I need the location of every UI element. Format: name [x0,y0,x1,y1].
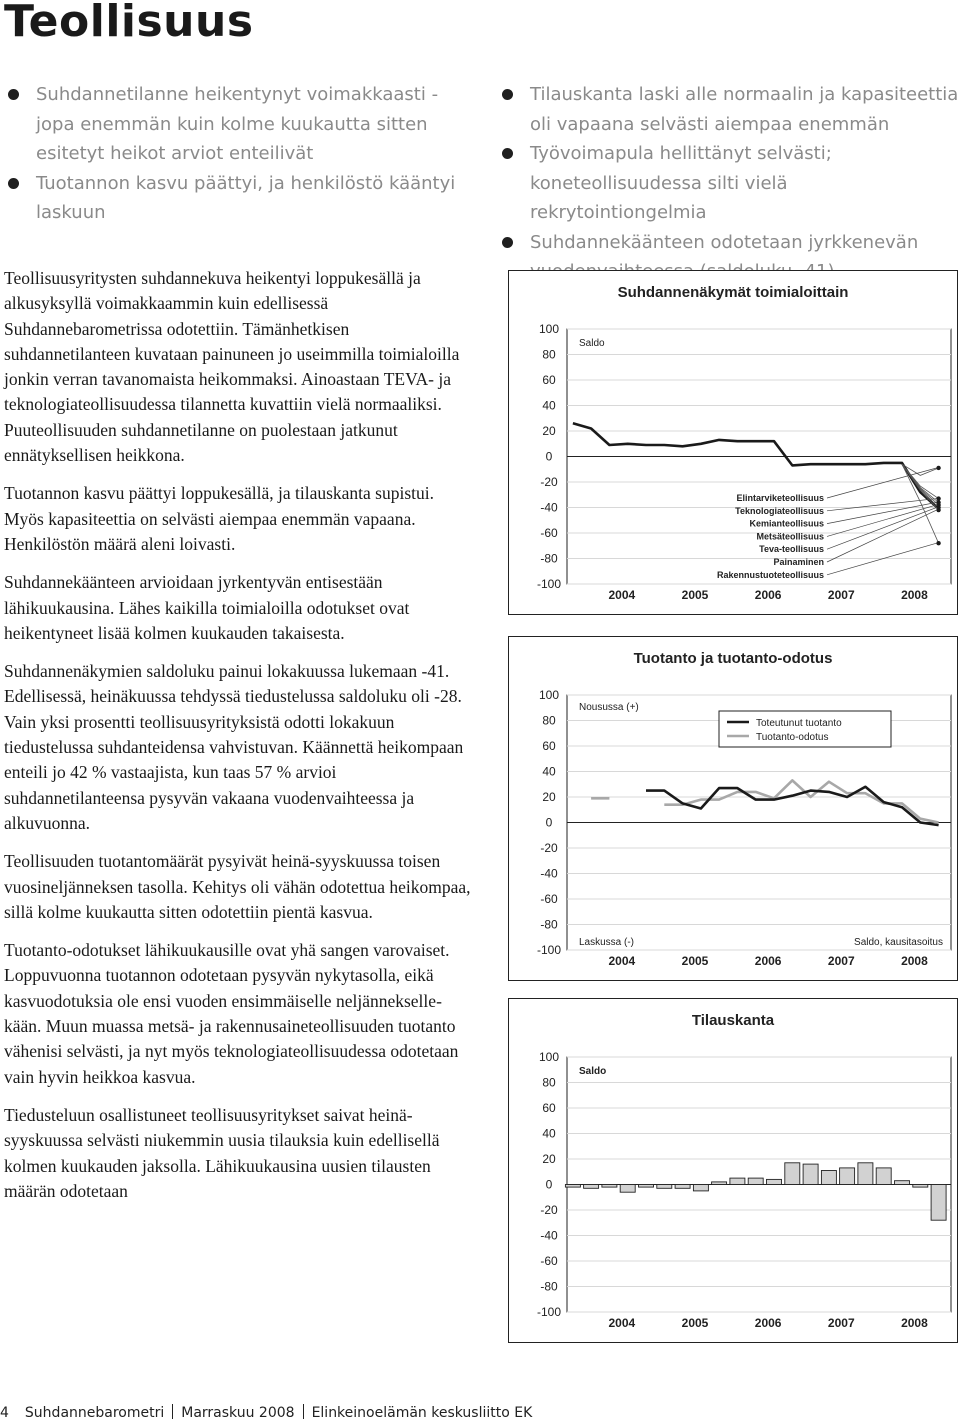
y-tick-label: 80 [542,1075,556,1090]
bar [602,1185,617,1188]
industry-endpoint [936,466,940,470]
chart-title: Tilauskanta [691,1012,775,1029]
summary-bullet: Tilauskanta laski alle normaalin ja kapasiteettia oli vapaana selvästi aiempaa enemmän [500,80,960,139]
bar [913,1185,928,1188]
chart-industry-outlook-svg [509,271,957,614]
bar [821,1171,836,1185]
inner-label: Saldo [579,338,605,349]
bar [730,1178,745,1184]
y-tick-label: 60 [542,1101,556,1115]
summary-bullet: Työvoimapula hellittänyt selvästi; koneteollisuudessa silti vielä rekrytointiongelmia [500,139,960,228]
body-text [4,266,472,1217]
y-tick-label: 60 [542,373,556,387]
y-tick-label: 20 [542,424,556,438]
y-tick-label: 100 [538,1050,560,1064]
paragraph: Suhdannenäkymien saldoluku painui lokakuussa lukemaan -41. Edellisessä, heinäkuussa tehdyssä tiedustelussa saldoluku oli -28. Vain yksi prosentti teollisuusyrityksistä odotti lokakuun tiedustelussa suhdanteidensa vahvistuvan. Käännettä heikompaan enteili jo 42 % vastaajista, kun taas 57 % arvioi suhdannetilanteensa pysyvän vakaana vuodenvaihteessa ja alkuvuonna. [4,661,464,833]
chart-order-book [508,998,958,1343]
x-tick-label: 2006 [754,954,782,968]
y-tick-label: -20 [540,1203,558,1217]
inner-label-bottom: Laskussa (-) [579,937,635,948]
page-title: Teollisuus [4,0,254,47]
publisher-name: Elinkeinoelämän keskusliitto EK [311,1405,533,1421]
paragraph: Suhdannekäänteen arvioidaan jyrkentyvän entisestään lähikuukausina. Lähes kaikilla toimialoilla odotukset ovat heikentyneet lisää kolmen kuukauden takaisesta. [4,572,410,643]
bar [620,1185,635,1193]
x-tick-label: 2004 [608,588,636,602]
x-tick-label: 2005 [681,1316,709,1330]
y-tick-label: -40 [540,500,558,515]
bar [876,1168,891,1185]
x-tick-label: 2008 [901,588,928,602]
y-tick-label: -60 [540,526,558,540]
paragraph: Teollisuuden tuotantomäärät pysyivät heinä-syyskuussa toisen vuosineljänneksen tasolla. Kehitys oli vähän odotettua heikompaa, sillä kolme kuukautta sitten odotettiin pientä kasvua. [4,851,471,922]
summary-bullet: Suhdannekäänteen odotetaan jyrkkenevän [500,228,960,287]
bar [748,1178,763,1184]
industry-endpoint [936,508,940,512]
bar [657,1185,672,1189]
summary-bullet: Suhdannetilanne heikentynyt voimakkaasti - jopa enemmän kuin kolme kuukautta sitten esitetyt heikot arviot enteilivät [6,80,476,169]
y-tick-label: -100 [536,1305,562,1319]
legend-item: Tuotanto-odotus [756,732,829,743]
y-tick-label: 0 [545,815,553,830]
x-tick-label: 2008 [901,954,928,968]
page-footer [0,1404,532,1421]
paragraph: Tuotanto-odotukset lähikuukausille ovat yhä sangen varovaiset. Loppuvuonna tuotannon odotetaan pysyvän nykytasolla, eikä kasvuodotuksia ole ensi vuoden ensimmäiselle neljänneksellekään. Muun muassa metsä- ja rakennusaineteollisuuden tuotanto vähenisi selvästi, ja nyt myös teknologiateollisuudessa odotetaan vain hyvin heikkoa kasvua. [4,940,459,1087]
summary-bullets-left [6,80,476,228]
series-line-expected [664,780,938,822]
y-tick-label: 100 [538,688,560,702]
x-tick-label: 2007 [827,588,855,602]
bar [858,1163,873,1185]
y-tick-label: 20 [542,790,556,804]
bar [639,1185,654,1188]
industry-endpoint [936,541,940,545]
bar [785,1163,800,1185]
chart-industry-outlook [508,270,958,615]
chart-note: Saldo, kausitasoitus [854,937,943,948]
x-tick-label: 2004 [608,1316,636,1330]
x-tick-label: 2005 [681,588,709,602]
chart-production-svg [509,637,957,980]
paragraph: Tiedusteluun osallistuneet teollisuusyritykset saivat heinä-syyskuussa selvästi niukemmin uusia tilauksia kuin edellisellä kolmen kuukauden jaksolla. Lähikuukausina uusien tilausten määrän odotetaan [4,1104,440,1201]
bar [693,1185,708,1191]
y-tick-label: -80 [540,551,558,566]
chart-order-book-svg [509,999,957,1342]
x-tick-label: 2007 [827,1316,855,1330]
page-number: 4 [0,1405,9,1421]
summary-bullets-right [500,80,960,287]
x-tick-label: 2006 [754,1316,782,1330]
paragraph: Teollisuusyritysten suhdannekuva heikentyi loppukesällä ja alkusyksyllä voimakkaammin kuin edellisessä Suhdannebarometrissa odotettiin. Tämänhetkisen suhdannetilanteen kuvataan painuneen jo useimmilla toimialoilla jonkin verran tavanomaista heikommaksi. Ainoastaan TEVA- ja teknologiateollisuudessa tilannetta kuvattiin vielä normaaliksi. Puuteollisuuden suhdannetilanne on puolestaan jatkunut ennätyksellisen heikkona. [4,268,460,466]
y-tick-label: -20 [540,475,558,489]
y-tick-label: 80 [542,347,556,362]
y-tick-label: 0 [545,449,553,464]
y-tick-label: 0 [545,1177,553,1192]
y-tick-label: 20 [542,1152,556,1166]
bar [712,1182,727,1185]
bar [895,1181,910,1185]
legend-item: Rakennustuoteteollisuus [716,569,824,580]
legend-item: Painaminen [773,557,824,567]
legend-leader [827,508,937,550]
industry-endpoint [936,496,940,500]
x-tick-label: 2006 [754,588,782,602]
y-tick-label: -100 [536,943,562,957]
footer-divider [303,1404,304,1419]
legend-item: Kemianteollisuus [749,518,824,529]
bar [931,1185,946,1221]
y-tick-label: -80 [540,1279,558,1294]
y-tick-label: 40 [542,398,556,413]
series-line-produced [646,787,939,825]
footer-divider [172,1404,173,1419]
y-tick-label: 80 [542,713,556,728]
legend-item: Teva-teollisuus [759,544,824,555]
x-tick-label: 2008 [901,1316,928,1330]
inner-label-top: Nousussa (+) [579,702,639,713]
bar [803,1164,818,1184]
chart-title: Suhdannenäkymät toimialoittain [617,284,849,301]
y-tick-label: 100 [538,322,560,336]
y-tick-label: -40 [540,1228,558,1243]
legend-leader [827,510,937,562]
x-tick-label: 2005 [681,954,709,968]
y-tick-label: -80 [540,917,558,932]
y-tick-label: -100 [536,577,562,591]
x-tick-label: 2007 [827,954,855,968]
chart-production [508,636,958,981]
bar [584,1185,599,1189]
paragraph: Tuotannon kasvu päättyi loppukesällä, ja tilauskanta supistui. Myös kapasiteettia on selvästi aiempaa enemmän vapaana. Henkilöstön määrä aleni loivasti. [4,483,434,554]
inner-label: Saldo [579,1066,607,1077]
issue-date: Marraskuu 2008 [181,1405,295,1421]
chart-title: Tuotanto ja tuotanto-odotus [633,650,833,667]
bar [565,1185,580,1188]
legend-item: Toteutunut tuotanto [756,718,842,729]
y-tick-label: 60 [542,739,556,753]
y-tick-label: 40 [542,1126,556,1141]
bar [840,1168,855,1185]
legend-item: Metsäteollisuus [756,531,824,542]
y-tick-label: -40 [540,866,558,881]
x-tick-label: 2004 [608,954,636,968]
bar [675,1185,690,1189]
publication-name: Suhdannebarometri [24,1405,165,1421]
legend-item: Teknologiateollisuus [735,505,824,516]
y-tick-label: -60 [540,892,558,906]
summary-bullet: Tuotannon kasvu päättyi, ja henkilöstö kääntyi laskuun [6,169,476,228]
legend-leader [827,499,937,511]
bar [767,1179,782,1184]
y-tick-label: -20 [540,841,558,855]
y-tick-label: -60 [540,1254,558,1268]
y-tick-label: 40 [542,764,556,779]
legend-item: Elintarviketeollisuus [736,493,824,503]
